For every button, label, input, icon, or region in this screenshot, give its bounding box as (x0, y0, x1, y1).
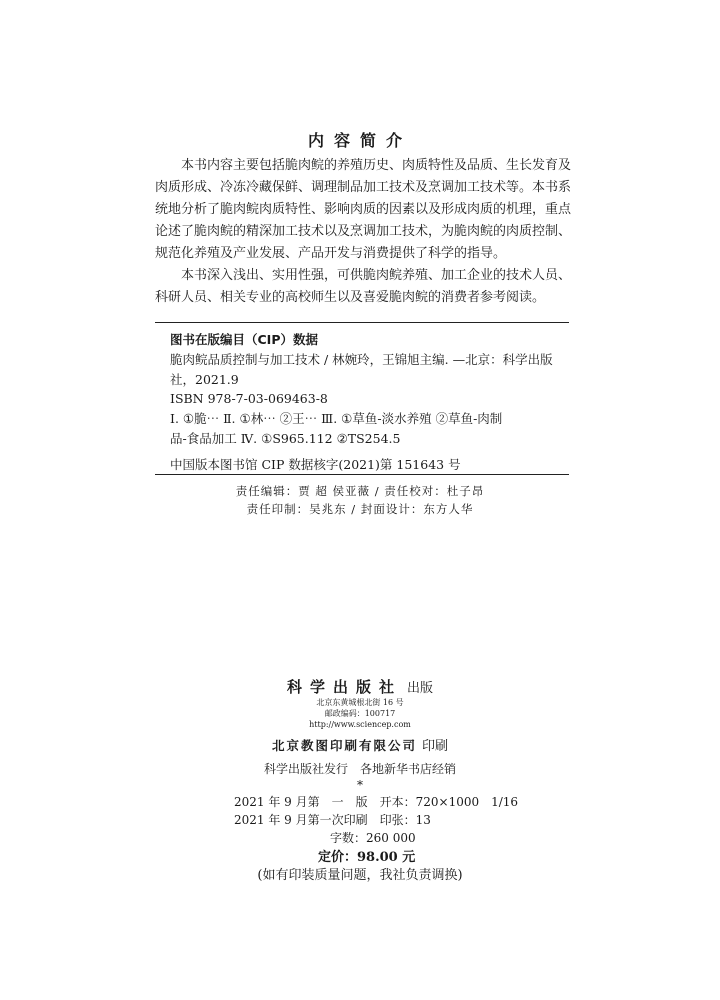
cip-block (170, 330, 574, 475)
publisher-line (0, 676, 720, 697)
cip-top-rule (155, 322, 569, 323)
introduction-paragraph-1: 本书内容主要包括脆肉鲩的养殖历史、肉质特性及品质、生长发育及肉质形成、冷冻冷藏保鲜、调理制品加工技术及烹调加工技术等。本书系统地分析了脆肉鲩肉质特性、影响肉质的因素以及形成肉质的机理，重点论述了脆肉鲩的精深加工技术以及烹调加工技术，为脆肉鲩的肉质控制、规范化养殖及产业发展、产品开发与消费提供了科学的指导。 (155, 158, 572, 261)
cip-isbn: ISBN 978-7-03-069463-8 (170, 391, 328, 407)
editor-credits: 责任编辑：贾 超 侯亚薇 / 责任校对：杜子昂 (235, 484, 485, 498)
printer-name: 北京教图印刷有限公司 (271, 738, 417, 753)
cip-bottom-rule (155, 474, 569, 475)
cip-line: Ⅰ. ①脆⋯ Ⅱ. ①林⋯ ②王⋯ Ⅲ. ①草鱼-淡水养殖 ②草鱼-肉制 (170, 411, 503, 427)
introduction-text (155, 155, 571, 309)
edition-line: 2021 年 9 月第 一 版 开本：720×1000 1/16 (234, 795, 519, 809)
introduction-paragraph-2: 本书深入浅出、实用性强，可供脆肉鲩养殖、加工企业的技术人员、科研人员、相关专业的高校师生以及喜爱脆肉鲩的消费者参考阅读。 (155, 268, 572, 305)
cip-core-number: 中国版本图书馆 CIP 数据核字(2021)第 151643 号 (170, 456, 461, 472)
printer-line (0, 735, 720, 754)
word-count: 字数：260 000 (330, 831, 416, 845)
printing-line: 2021 年 9 月第一次印刷 印张：13 (234, 813, 431, 827)
quality-note: (如有印装质量问题，我社负责调换) (257, 868, 463, 883)
publisher-name: 科学出版社 (286, 678, 402, 696)
separator-mark: * (357, 778, 363, 792)
price: 定价：98.00 元 (318, 850, 416, 865)
printer-suffix: 印刷 (422, 739, 449, 754)
cip-line: 脆肉鲩品质控制与加工技术 / 林婉玲，王锦旭主编. —北京：科学出版 (170, 351, 553, 367)
cip-line: 品-食品加工 Ⅳ. ①S965.112 ②TS254.5 (170, 430, 401, 446)
publisher-website: http://www.sciencep.com (309, 720, 411, 729)
publisher-postcode: 邮政编码：100717 (324, 709, 396, 718)
cip-line: 社，2021.9 (170, 371, 239, 387)
publisher-suffix: 出版 (407, 681, 434, 696)
publisher-address: 北京东黄城根北街 16 号 (316, 698, 404, 707)
distribution-line: 科学出版社发行 各地新华书店经销 (263, 762, 456, 776)
cip-header: 图书在版编目（CIP）数据 (170, 332, 318, 347)
introduction-title: 内容简介 (307, 131, 412, 150)
production-credits: 责任印制：吴兆东 / 封面设计：东方人华 (246, 502, 474, 516)
